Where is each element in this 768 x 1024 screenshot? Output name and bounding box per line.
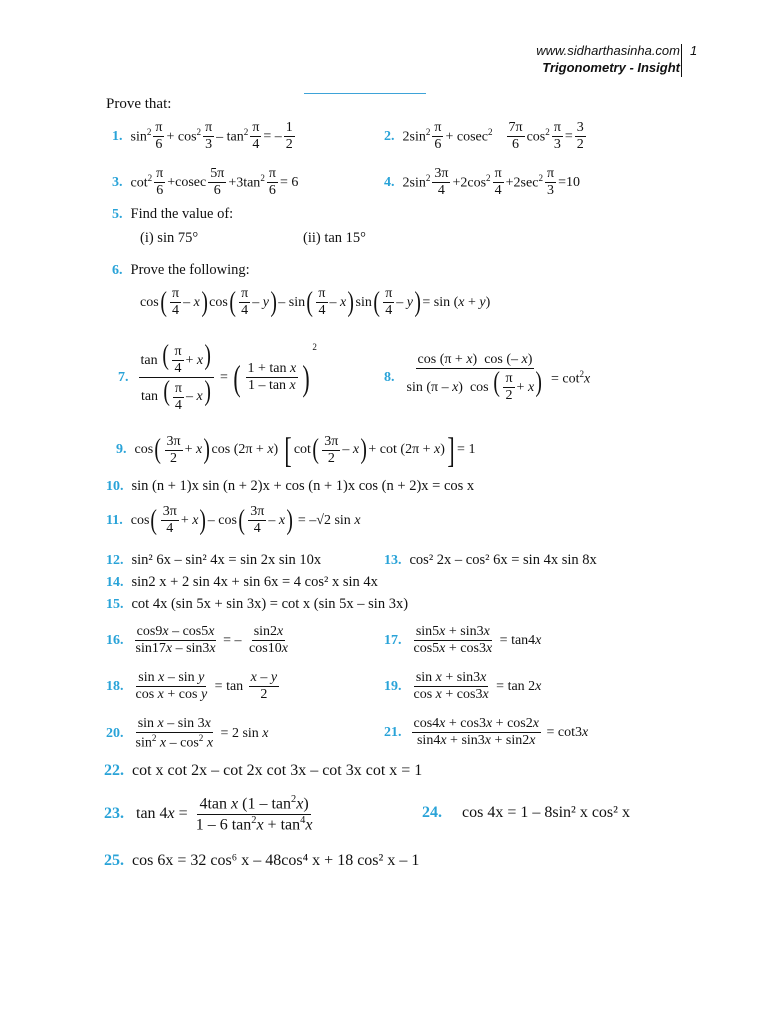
problem-number: 9. — [116, 442, 127, 458]
decorative-rule — [304, 93, 426, 94]
problem-number: 25. — [104, 852, 124, 869]
problem-13 — [384, 552, 597, 569]
problem-22 — [104, 762, 422, 780]
problem-number: 13. — [384, 552, 402, 568]
problem-number: 7. — [118, 369, 129, 385]
problem-15 — [106, 596, 408, 613]
problem-number: 8. — [384, 370, 395, 386]
problem-7: 7. tan ( $\frac{\pi}{4}$ + x) tan ( $\frac{\pi}{4}$ – x) = ( $\frac{\text{1 + tan x}}{\text{1 – tan x}}$ ) 2 — [118, 340, 317, 413]
problem-14 — [106, 574, 378, 591]
problem-3: 3. $\cot^2$ $\frac{\pi}{6}$ +cosec $\frac{5\pi}{6}$ $+3\tan^2$ $\frac{\pi}{6}$ = 6 — [112, 166, 299, 199]
problem-8: 8. cos (π + x) cos (– x) sin (π – x) cos ( $\frac{\pi}{2}$ + x) = $\cot^2x$ — [384, 352, 591, 404]
problem-number: 5. — [112, 206, 123, 222]
problem-number: 24. — [422, 804, 442, 821]
problem-number: 16. — [106, 632, 124, 648]
problem-18: 18. $\frac{\text{sin x – sin y}}{\text{cos x + cos y}}$ = tan $\frac{x - y}{2}$ — [106, 670, 278, 703]
problem-number: 1. — [112, 128, 123, 144]
page-header — [536, 42, 680, 76]
problem-15-equation: cot 4x (sin 5x + sin 3x) = cot x (sin 5x – sin 3x) — [131, 596, 409, 612]
problem-24 — [422, 804, 630, 822]
problem-number: 15. — [106, 596, 124, 612]
problem-number: 19. — [384, 678, 402, 694]
problem-25-equation: cos 6x = 32 cos⁶ x – 48cos⁴ x + 18 cos² x – 1 — [132, 852, 420, 869]
intro-text: Prove that: — [106, 96, 172, 112]
problem-20: 20. $\frac{\text{sin x – sin 3x}}{\sin^2 x - \cos^2 x}$ = 2 sin x — [106, 716, 269, 751]
problem-13-equation: cos² 2x – cos² 6x = sin 4x sin 8x — [409, 552, 597, 568]
problem-5-title: Find the value of: — [130, 206, 234, 222]
problem-number: 17. — [384, 632, 402, 648]
page-number: 1 — [690, 43, 698, 58]
problem-number: 4. — [384, 174, 395, 190]
problem-24-equation: cos 4x = 1 – 8sin² x cos² x — [462, 804, 630, 821]
problem-14-equation: sin2 x + 2 sin 4x + sin 6x = 4 cos² x sin 4x — [131, 574, 378, 590]
problem-5 — [112, 206, 233, 223]
problem-12-equation: sin² 6x – sin² 4x = sin 2x sin 10x — [131, 552, 322, 568]
problem-number: 23. — [104, 805, 124, 823]
problem-number: 11. — [106, 512, 123, 528]
problem-10-equation: sin (n + 1)x sin (n + 2)x + cos (n + 1)x cos (n + 2)x = cos x — [131, 478, 475, 494]
problem-10 — [106, 478, 474, 495]
problem-5-part-b: (ii) tan 15° — [303, 230, 366, 246]
document-topic: Trigonometry - Insight — [542, 60, 680, 75]
problem-22-equation: cot x cot 2x – cot 2x cot 3x – cot 3x cot x = 1 — [132, 762, 423, 779]
problem-1: 1. $\sin^2$ $\frac{\pi}{6}$ + $\cos^2$ $\frac{\pi}{3}$ – $\tan^2$ $\frac{\pi}{4}$ = – $\frac{1}{2}$ — [112, 120, 293, 153]
problem-number: 21. — [384, 724, 402, 740]
problem-16: 16. $\frac{\cos 9x - \cos 5x}{\sin 17x - \sin 3x}$ = – $\frac{\sin 2x}{\cos 10x}$ — [106, 624, 288, 657]
problem-6-title: Prove the following: — [130, 262, 250, 278]
problem-number: 14. — [106, 574, 124, 590]
problem-number: 22. — [104, 762, 124, 779]
problem-4: 4. $2\sin^2$ $\frac{3\pi}{4}$ $+2\cos^2$ $\frac{\pi}{4}$ $+2\sec^2$ $\frac{\pi}{3}$ =10 — [384, 166, 580, 199]
problem-9: 9. cos ( $\frac{3\pi}{2}$ + x ) cos (2π + x) [ cot ( $\frac{3\pi}{2}$ – x ) + cot (2π + x) ] = 1 — [116, 430, 476, 470]
problem-11: 11. cos ( $\frac{3\pi}{4}$ + x ) – cos ( $\frac{3\pi}{4}$ – x ) = –√2 sin x — [106, 504, 361, 537]
problem-17: 17. $\frac{\sin 5x + \sin 3x}{\cos 5x + \cos 3x}$ = tan4x — [384, 624, 542, 657]
problem-25 — [104, 852, 419, 870]
problem-number: 20. — [106, 725, 124, 741]
problem-5-part-a: (i) sin 75° — [140, 230, 199, 246]
problem-number: 3. — [112, 174, 123, 190]
problem-2: 2. $2\sin^2$ $\frac{\pi}{6}$ + cosec$^2$ $\frac{7\pi}{6}$ $\cos^2$ $\frac{\pi}{3}$ = $\frac{3}{2}$ — [384, 120, 584, 153]
problem-6-equation: cos ( $\frac{\pi}{4}$ – x ) cos ( $\frac{\pi}{4}$ – y ) – sin ( $\frac{\pi}{4}$ – x ) sin ( $\frac{\pi}{4}$ – y ) = sin (x + y) — [140, 286, 491, 319]
problem-number: 10. — [106, 478, 124, 494]
problem-5-parts — [140, 230, 366, 247]
problem-number: 18. — [106, 678, 124, 694]
problem-number: 2. — [384, 128, 395, 144]
website-url: www.sidharthasinha.com — [536, 43, 680, 58]
problem-number: 12. — [106, 552, 124, 568]
problem-12 — [106, 552, 321, 569]
problem-number: 6. — [112, 262, 123, 278]
problem-6 — [112, 262, 250, 279]
problem-19: 19. $\frac{\text{sin x + sin3x}}{\text{cos x + cos3x}}$ = tan 2x — [384, 670, 542, 703]
header-divider — [681, 44, 682, 77]
problem-21: 21. $\frac{\cos 4x + \cos 3x + \cos 2x}{\sin 4x + \sin 3x + \sin 2x}$ = cot3x — [384, 716, 589, 749]
problem-23: 23. tan 4x = $\frac{4\tan x (1 - \tan^2x)}{1 - 6 \tan^2x + \tan^4x}$ — [104, 794, 313, 834]
